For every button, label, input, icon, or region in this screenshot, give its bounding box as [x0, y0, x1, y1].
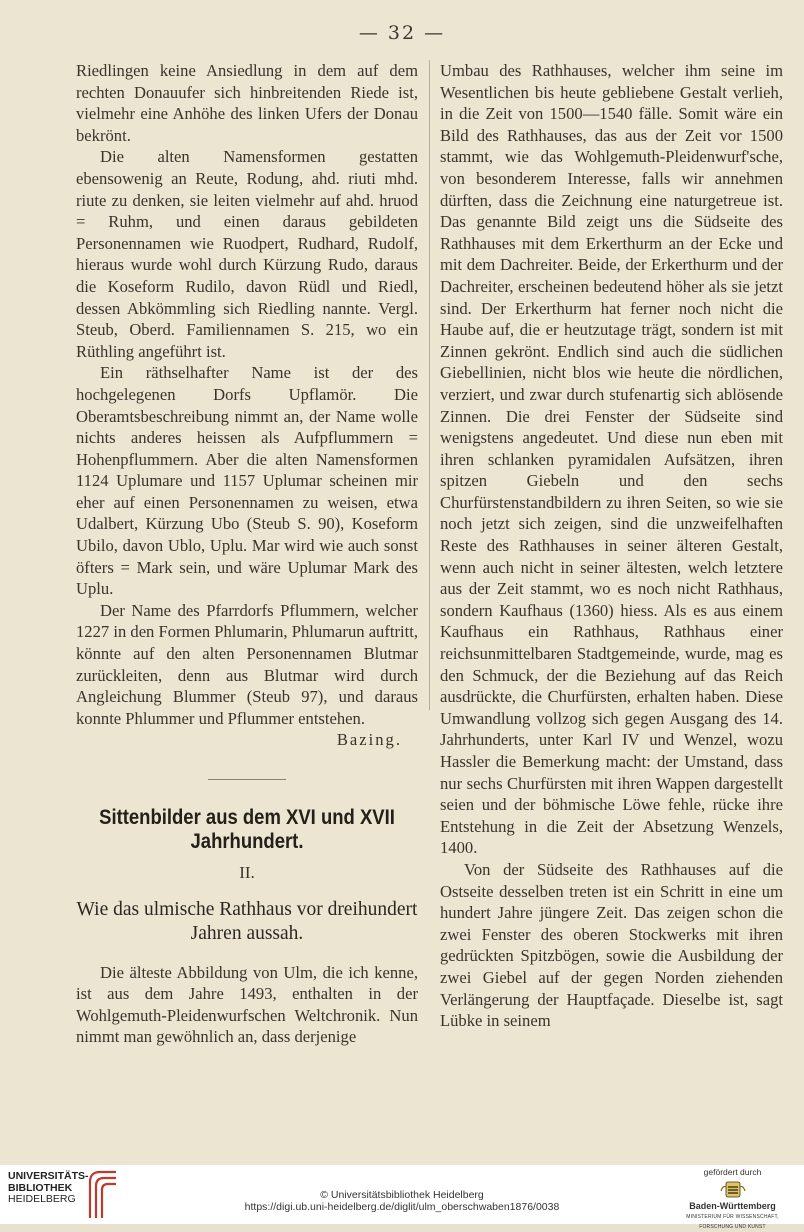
page-number: — 32 — [358, 22, 446, 44]
paragraph: Ein räthselhafter Name ist der des hochgelegenen Dorfs Upflamör. Die Oberamtsbeschreibung nimmt an, der Name wolle nichts anderes heissen als Aufpflummern = Hohenpflummern. Aber die alten Namensformen 1124 Uplumare und 1157 Uplumar scheinen mir eher auf einen Personennamen zu weisen, etwa Udalbert, Kürzung Ubo (Steub S. 90), Koseform Ubilo, davon Ublo, Uplu. Mar wird wie auch sonst öfters = Mark sein, und wäre Uplumar Mark des Uplu. [76, 363, 418, 599]
permalink[interactable]: https://digi.ub.uni-heidelberg.de/diglit/ulm_oberschwaben1876/0038 [244, 1201, 560, 1213]
paragraph: Von der Südseite des Rathhauses auf die Ostseite desselben treten ist ein Schritt in eine um hundert Jahre jüngere Zeit. Das zeigen schon die zwei Fenster des oberen Stockwerks mit ihren gedrückten Spitzbögen, sowie die Ausbildung der zwei Giebel auf der gegen Norden ziehenden Verlängerung der Hauptfaçade. Dieselbe ist, sagt Lübke in seinem [440, 859, 783, 1031]
library-name: UNIVERSITÄTS- BIBLIOTHEK HEIDELBERG [8, 1170, 89, 1205]
sponsor-block [670, 1167, 795, 1232]
copyright-text: © Universitätsbibliothek Heidelberg [320, 1189, 484, 1201]
right-column [440, 60, 783, 1032]
column-divider [429, 60, 430, 710]
paragraph: Die älteste Abbildung von Ulm, die ich kenne, ist aus dem Jahre 1493, enthalten in der Wohlgemuth-Pleidenwurfschen Weltchronik. Nun nimmt man gewöhnlich an, dass derjenige [76, 962, 418, 1047]
author-signature: Bazing. [336, 730, 402, 750]
paragraph: Riedlingen keine Ansiedlung in dem auf dem rechten Donauufer sich hinbreitenden Riede ist, vielmehr eine Anhöhe des linken Ufers der Donau bekrönt. [76, 61, 418, 145]
paragraph: Der Name des Pfarrdorfs Pflummern, welcher 1227 in den Formen Phlumarin, Phlumarun auftritt, könnte auf den alten Personennamen Blutmar zurückleiten, denn aus Blutmar wird durch Angleichung Blummer (Steub 97), und daraus konnte Phlummer und Pflummer entstehen. [76, 600, 418, 728]
section-title: Sittenbilder aus dem XVI und XVII Jahrhundert. [99, 806, 395, 853]
state-coat-of-arms-icon [719, 1179, 747, 1199]
paragraph: Die alten Namensformen gestatten ebensowenig an Reute, Rodung, ahd. riuti mhd. riute zu denken, sie leiten vielmehr auf ahd. hruod = Ruhm, und einen daraus gebildeten Personennamen wie Ruodpert, Rudhard, Rudolf, hieraus wurde wohl durch Kürzung Rudo, daraus die Koseform Rudilo, davon Rüdl und Riedl, dessen Abkömmling sich Riedling nannte. Vergl. Steub, Oberd. Familiennamen S. 215, wo ein Rüthling angeführt ist. [76, 147, 418, 361]
sponsor-name: Baden-Württemberg [689, 1201, 776, 1211]
sponsor-label: gefördert durch [703, 1167, 762, 1177]
footer-bar [0, 1165, 804, 1230]
left-column [76, 60, 418, 1048]
paragraph: Umbau des Rathhauses, welcher ihm seine im Wesentlichen bis heute gebliebene Gestalt verlieh, in die Zeit von 1500—1540 fälle. Somit wäre ein Bild des Rathhauses, das aus der Zeit vor 1500 stammt, wie das Wohlgemuth-Pleidenwurf'sche, von besonderem Interesse, falls wir annehmen dürften, dass die Zeichnung eine naturgetreue ist. Das genannte Bild zeigt uns die Südseite des Rathhauses mit dem Erkerthurm an der Ecke und mit dem Dachreiter. Beide, der Erkerthurm und der Dachreiter, erscheinen bedeutend höher als sie jetzt sind. Der Erkerthurm hat ferner noch nicht die Haube auf, die er heutzutage trägt, sondern ist mit Zinnen gekrönt. Endlich sind auch die südlichen Giebellinien, nicht blos wie heute die nördlichen, verziert, und zwar durch stufenartig sich ablösende Zinnen. Die drei Fenster der Südseite sind wenigstens angedeutet. Und diese nun eben mit ihren schlanken pyramidalen Aufsätzen, ihren spitzen Giebeln und den sechs Churfürstenstandbildern zu ihren Seiten, so wie sie noch jetzt sich zeigen, sind die unzweifelhaften Reste des Rathhauses in seiner älteren Gestalt, wenn auch nicht in seiner ältesten, welch letztere aus der Zeit stammt, wo es noch nicht Rathhaus, sondern Kaufhaus (1360) hiess. Als es aus einem Kaufhaus ein Rathhaus, Rathhaus einer reichsunmittelbaren Stadtgemeinde, wurde, mag es den Schmuck, der die Beziehung auf das Reich ausdrückte, die Churfürsten, erhalten haben. Diese Umwandlung vollzog sich gegen Ausgang des 14. Jahrhunderts, unter Karl IV und Wenzel, wozu Hassler die Bemerkung macht: der Umstand, dass nur sechs Churfürsten mit ihren Wappen dargestellt seien und der böhmische Löwe fehle, rücke ihre Entstehung in die Zeit der Absetzung Wenzels, 1400. [440, 61, 783, 858]
sponsor-ministry: MINISTERIUM FÜR WISSENSCHAFT, FORSCHUNG UND KUNST [686, 1214, 779, 1230]
section-subtitle: Wie das ulmische Rathhaus vor dreihundert Jahren aussah. [76, 898, 418, 944]
section-divider [208, 779, 286, 780]
section-number: II. [239, 863, 255, 882]
